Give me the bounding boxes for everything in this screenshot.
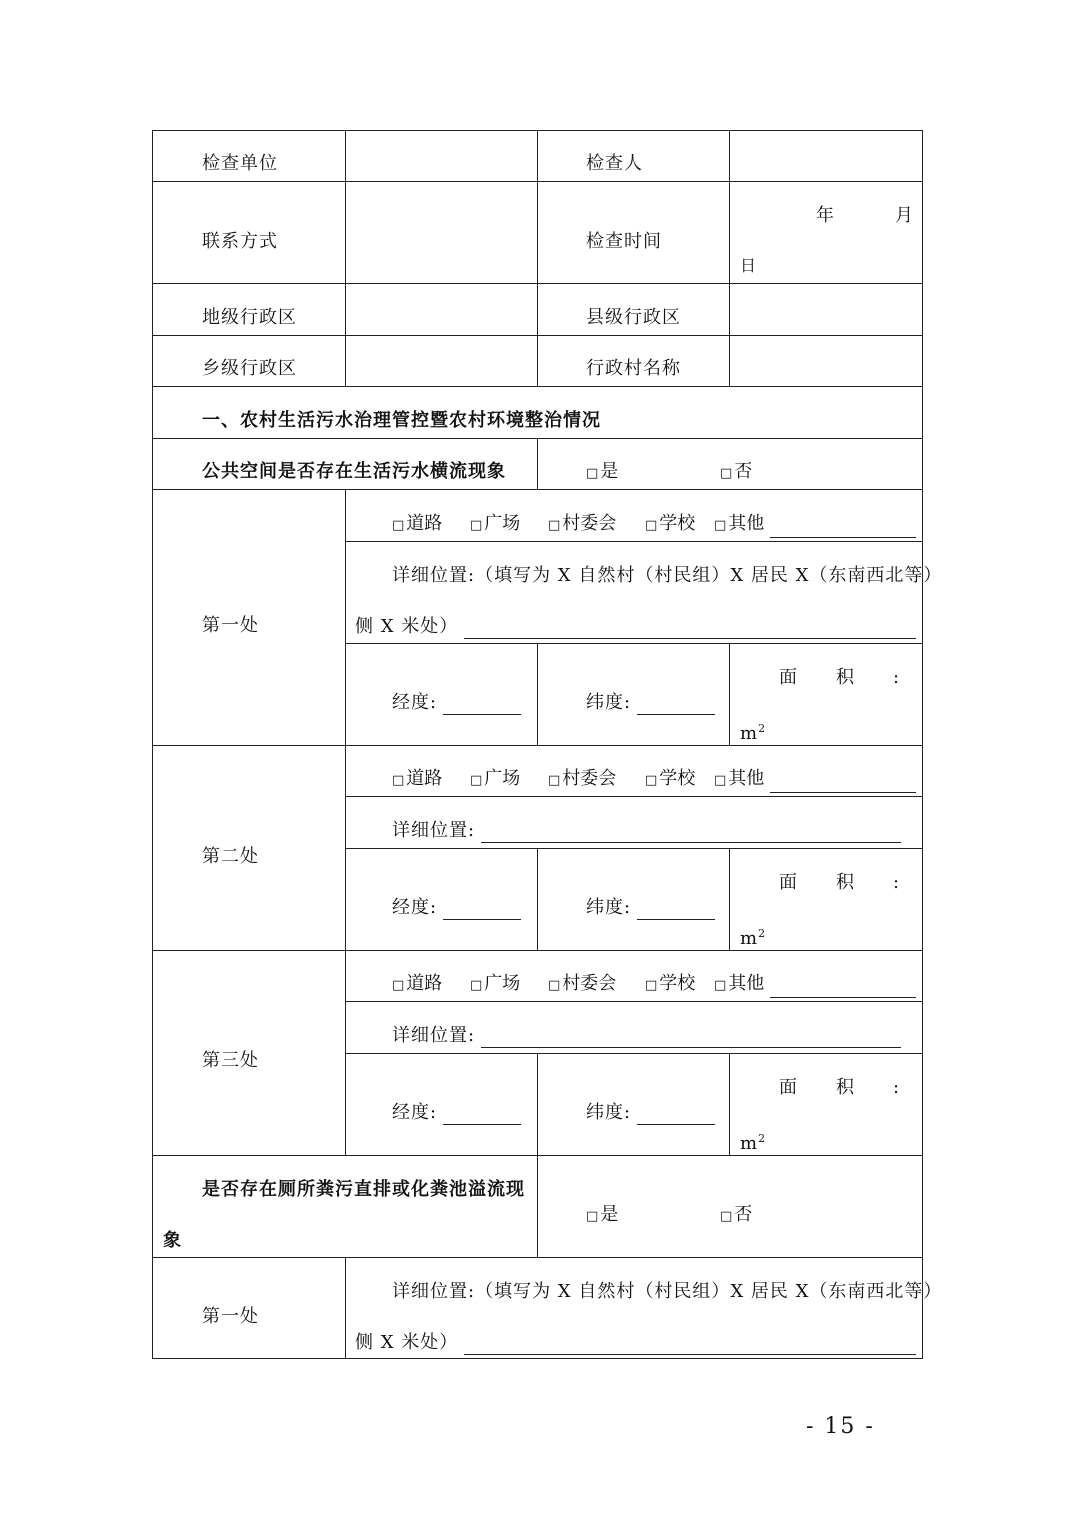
checkbox-icon[interactable]: □ [470, 978, 483, 993]
option-no[interactable]: □ 否 [720, 1204, 753, 1225]
checkbox-icon[interactable]: □ [586, 1209, 599, 1224]
label-township: 乡级行政区 [202, 358, 297, 379]
table-rule [345, 796, 923, 797]
table-rule [152, 1358, 923, 1359]
option-no[interactable]: □ 否 [720, 461, 753, 482]
location-label: 第二处 [202, 846, 259, 867]
option-road[interactable]: □ 道路 [392, 513, 443, 534]
table-rule [537, 130, 538, 387]
checkbox-icon[interactable]: □ [470, 773, 483, 788]
table-rule [152, 130, 153, 1359]
checkbox-icon[interactable]: □ [470, 518, 483, 533]
option-square[interactable]: □ 广场 [470, 768, 521, 789]
other-input[interactable] [770, 517, 916, 538]
longitude: 经度: [392, 1101, 521, 1125]
checkbox-icon[interactable]: □ [392, 978, 405, 993]
checkbox-icon[interactable]: □ [392, 773, 405, 788]
checkbox-icon[interactable]: □ [586, 466, 599, 481]
longitude-input[interactable] [443, 694, 521, 715]
label-village-name: 行政村名称 [586, 358, 681, 379]
latitude: 纬度: [586, 896, 715, 920]
table-rule [345, 130, 346, 387]
detail-location-input[interactable] [481, 1027, 901, 1048]
latitude-input[interactable] [637, 899, 715, 920]
detail-location-suffix: 侧 X 米处） [355, 615, 916, 639]
checkbox-icon[interactable]: □ [714, 978, 727, 993]
option-school[interactable]: □ 学校 [645, 973, 696, 994]
table-rule [345, 643, 923, 644]
area-label-1: 面 [779, 872, 798, 893]
table-rule [729, 643, 730, 746]
checkbox-icon[interactable]: □ [714, 518, 727, 533]
table-rule [537, 438, 538, 490]
table-rule [537, 1053, 538, 1156]
option-other[interactable]: □ 其他 [714, 767, 916, 793]
label-prefecture: 地级行政区 [202, 307, 297, 328]
latitude: 纬度: [586, 1101, 715, 1125]
location-label: 第一处 [202, 615, 259, 636]
area-unit: $m^2$ [740, 927, 767, 949]
checkbox-icon[interactable]: □ [720, 466, 733, 481]
latitude-input[interactable] [637, 1104, 715, 1125]
longitude-input[interactable] [443, 1104, 521, 1125]
section-title: 一、农村生活污水治理管控暨农村环境整治情况 [202, 410, 601, 431]
table-rule [345, 1053, 923, 1054]
checkbox-icon[interactable]: □ [645, 773, 658, 788]
area-label-1: 面 [779, 1077, 798, 1098]
label-inspect-time: 检查时间 [586, 231, 662, 252]
checkbox-icon[interactable]: □ [645, 518, 658, 533]
table-rule [345, 1257, 346, 1359]
area-label-1: 面 [779, 667, 798, 688]
table-rule [537, 848, 538, 951]
checkbox-icon[interactable]: □ [714, 773, 727, 788]
option-yes[interactable]: □ 是 [586, 461, 619, 482]
area-label-2: 积 [836, 872, 855, 893]
checkbox-icon[interactable]: □ [548, 773, 561, 788]
table-rule [537, 1155, 538, 1258]
location-label: 第三处 [202, 1050, 259, 1071]
option-school[interactable]: □ 学校 [645, 768, 696, 789]
table-rule [729, 130, 730, 387]
area-label-3: : [893, 1077, 901, 1098]
label-inspector: 检查人 [586, 153, 643, 174]
area-unit: $m^2$ [740, 1132, 767, 1154]
detail-location-input[interactable] [481, 822, 901, 843]
question-toilet-discharge: 是否存在厕所粪污直排或化粪池溢流现 [202, 1179, 525, 1200]
checkbox-icon[interactable]: □ [548, 978, 561, 993]
area-label-2: 积 [836, 667, 855, 688]
detail-location-suffix: 侧 X 米处） [355, 1331, 916, 1355]
table-rule [729, 1053, 730, 1156]
option-road[interactable]: □ 道路 [392, 973, 443, 994]
option-village-committee[interactable]: □ 村委会 [548, 768, 617, 789]
longitude: 经度: [392, 896, 521, 920]
detail-location-label: 详细位置:（填写为 X 自然村（村民组）X 居民 X（东南西北等） [392, 565, 943, 586]
area-label-3: : [893, 667, 901, 688]
table-rule [922, 130, 923, 1359]
option-other[interactable]: □ 其他 [714, 972, 916, 998]
table-rule [729, 848, 730, 951]
location-label: 第一处 [202, 1306, 259, 1327]
longitude: 经度: [392, 691, 521, 715]
table-rule [345, 1001, 923, 1002]
question-toilet-discharge-cont: 象 [163, 1230, 182, 1251]
checkbox-icon[interactable]: □ [392, 518, 405, 533]
table-rule [345, 489, 346, 1155]
table-rule [345, 848, 923, 849]
detail-location-label: 详细位置:（填写为 X 自然村（村民组）X 居民 X（东南西北等） [392, 1281, 943, 1302]
option-school[interactable]: □ 学校 [645, 513, 696, 534]
option-square[interactable]: □ 广场 [470, 973, 521, 994]
option-square[interactable]: □ 广场 [470, 513, 521, 534]
checkbox-icon[interactable]: □ [548, 518, 561, 533]
latitude-input[interactable] [637, 694, 715, 715]
question-sewage-flow: 公共空间是否存在生活污水横流现象 [202, 461, 506, 482]
checkbox-icon[interactable]: □ [720, 1209, 733, 1224]
detail-location: 详细位置: [392, 1024, 901, 1048]
table-rule [345, 541, 923, 542]
option-village-committee[interactable]: □ 村委会 [548, 973, 617, 994]
detail-location-input[interactable] [464, 618, 916, 639]
label-contact: 联系方式 [202, 231, 278, 252]
area-label-2: 积 [836, 1077, 855, 1098]
other-input[interactable] [770, 772, 916, 793]
page-number: - 15 - [806, 1414, 875, 1439]
option-village-committee[interactable]: □ 村委会 [548, 513, 617, 534]
other-input[interactable] [770, 977, 916, 998]
checkbox-icon[interactable]: □ [645, 978, 658, 993]
date-day: 日 [740, 256, 758, 275]
detail-location: 详细位置: [392, 819, 901, 843]
area-unit: $m^2$ [740, 722, 767, 744]
latitude: 纬度: [586, 691, 715, 715]
option-other[interactable]: □ 其他 [714, 512, 916, 538]
label-inspect-unit: 检查单位 [202, 153, 278, 174]
detail-location-input[interactable] [464, 1334, 916, 1355]
option-yes[interactable]: □ 是 [586, 1204, 619, 1225]
label-county: 县级行政区 [586, 307, 681, 328]
option-road[interactable]: □ 道路 [392, 768, 443, 789]
area-label-3: : [893, 872, 901, 893]
date-year: 年 [816, 205, 835, 226]
table-rule [537, 643, 538, 746]
date-month: 月 [895, 205, 914, 226]
longitude-input[interactable] [443, 899, 521, 920]
